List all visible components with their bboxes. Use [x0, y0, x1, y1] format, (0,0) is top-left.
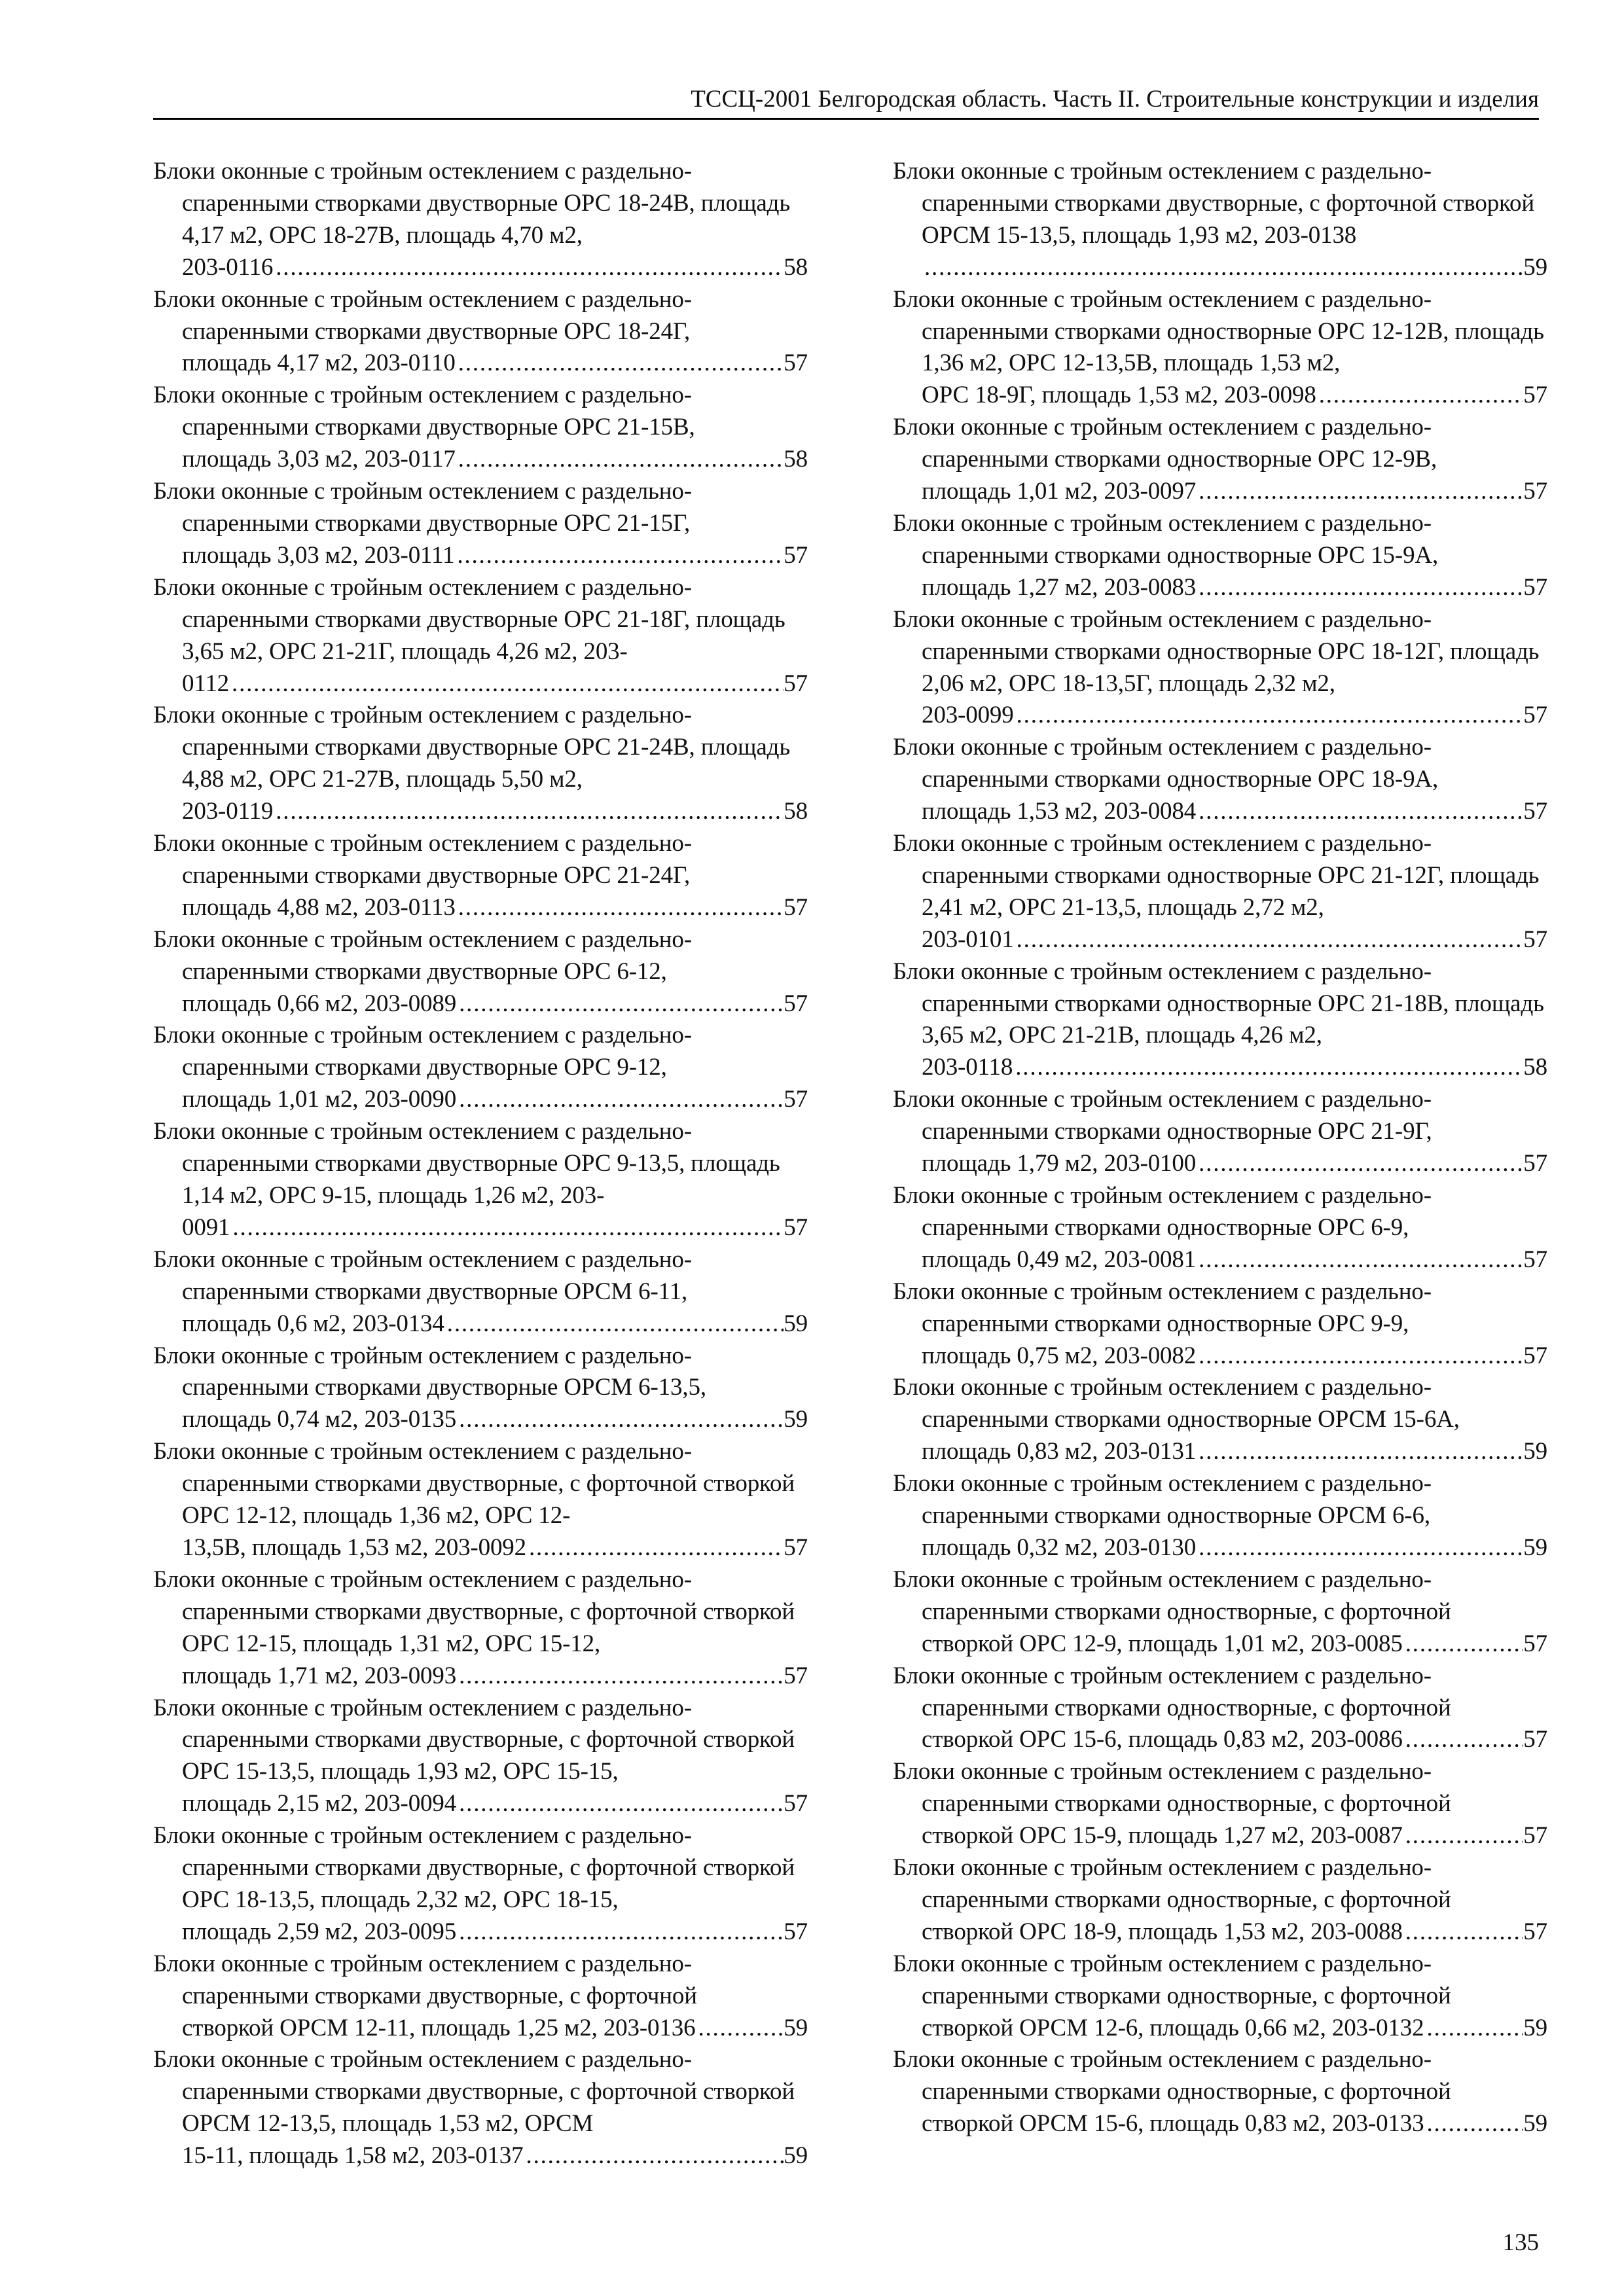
dot-leader [456, 444, 784, 476]
entry-text-line: площадь 1,71 м2, 203-0093 [182, 1662, 457, 1689]
dot-leader [456, 892, 784, 924]
index-entry [153, 1564, 808, 1693]
entry-text-line: Блоки оконные с тройным остеклением с раздельно- [153, 1822, 692, 1850]
entry-last-line [922, 380, 1547, 412]
index-entry [153, 1020, 808, 1116]
running-header-title: ТССЦ-2001 Белгородская область. Часть II. Строительные конструкции и изделия [691, 86, 1539, 113]
dot-leader [524, 2140, 784, 2172]
index-entry [893, 1564, 1547, 1660]
entry-text-line: спаренными створками двустворные, с форточной [182, 1598, 697, 1625]
index-entry [893, 1660, 1547, 1757]
entry-text-line: створкой ОРС 15-6, площадь 0,83 м2, 203-0086 [922, 1726, 1403, 1753]
index-entry [893, 412, 1547, 508]
entry-text-line: ОРС 18-9Г, площадь 1,53 м2, 203-0098 [922, 382, 1316, 409]
entry-page-ref: 57 [1523, 702, 1547, 729]
entry-last-line [922, 252, 1547, 284]
entry-text-line: 15-11, площадь 1,58 м2, 203-0137 [182, 2142, 524, 2170]
entry-page-ref: 57 [784, 1662, 808, 1689]
entry-text-line: Блоки оконные с тройным остеклением с раздельно- [153, 382, 692, 409]
entry-text-line: створкой ОРС 15-13,5, площадь 1,93 м2, ОРС 15-15, [182, 1726, 795, 1785]
entry-text-line: спаренными створками двустворные ОРС 21-18Г, [182, 605, 691, 633]
entry-text-line: спаренными створками двустворные ОРС 18-24Г, [182, 317, 691, 345]
entry-text-line: спаренными створками двустворные, с форточной [182, 1470, 697, 1498]
entry-text-line: Блоки оконные с тройным остеклением с раздельно- [153, 2046, 692, 2073]
entry-text-line: спаренными створками двустворные, с форточной [182, 2078, 697, 2106]
index-entry [153, 284, 808, 380]
entry-text-line: спаренными створками двустворные ОРС 21-15В, [182, 414, 695, 441]
dot-leader [1014, 700, 1524, 732]
entry-last-line [922, 1148, 1547, 1180]
index-entry [153, 1436, 808, 1564]
entry-text-line: площадь 2,41 м2, ОРС 21-13,5, площадь 2,72 м2, [922, 861, 1540, 921]
entry-text-line: спаренными створками двустворные ОРС 21-24В, [182, 734, 695, 761]
entry-text-line: спаренными створками одностворные ОРС 15-9А, [922, 541, 1439, 569]
index-entry [893, 956, 1547, 1085]
entry-last-line [922, 1724, 1547, 1756]
entry-text-line: Блоки оконные с тройным остеклением с раздельно- [893, 605, 1432, 633]
entry-text-line: Блоки оконные с тройным остеклением с раздельно- [893, 1662, 1432, 1689]
entry-text-line: спаренными створками одностворные, с форточной [922, 1598, 1451, 1625]
dot-leader [1403, 1820, 1524, 1852]
entry-page-ref: 58 [784, 446, 808, 473]
entry-page-ref: 58 [784, 798, 808, 825]
entry-last-line [182, 988, 808, 1020]
entry-page-ref: 57 [784, 350, 808, 377]
entry-last-line [922, 1052, 1547, 1084]
entry-text-line: Блоки оконные с тройным остеклением с раздельно- [893, 1758, 1432, 1785]
entry-text-line: площадь 2,15 м2, 203-0094 [182, 1790, 457, 1818]
entry-text-line: Блоки оконные с тройным остеклением с раздельно- [153, 573, 692, 601]
index-entry [893, 1756, 1547, 1852]
entry-last-line [182, 892, 808, 924]
index-entry [153, 1693, 808, 1821]
index-entry [893, 284, 1547, 412]
index-column-left [153, 156, 808, 2172]
entry-page-ref: 57 [1523, 1342, 1547, 1369]
entry-page-ref: 57 [784, 1086, 808, 1113]
dot-leader [1424, 2108, 1523, 2140]
index-entry [893, 1948, 1547, 2045]
entry-page-ref: 57 [784, 893, 808, 921]
index-entry [153, 1948, 808, 2045]
entry-text-line: Блоки оконные с тройным остеклением с раздельно- [153, 702, 692, 729]
dot-leader [1196, 476, 1523, 508]
entry-last-line [182, 348, 808, 380]
entry-page-ref: 57 [1523, 1918, 1547, 1945]
entry-text-line: створкой ОРС 18-13,5, площадь 2,32 м2, ОРС 18-15, [182, 1854, 795, 1913]
dot-leader [1196, 1436, 1523, 1468]
entry-text-line: площадь 3,65 м2, ОРС 21-21Г, площадь 4,26 м2, 203- [182, 605, 785, 665]
entry-text-line: спаренными створками двустворные ОРСМ 6-11, [182, 1278, 688, 1305]
entry-text-line: спаренными створками одностворные ОРС 21-12Г, [922, 861, 1444, 889]
entry-text-line: площадь 0,66 м2, 203-0089 [182, 990, 457, 1017]
index-column-right [893, 156, 1547, 2140]
entry-page-ref: 59 [1523, 1534, 1547, 1561]
dot-leader [1196, 796, 1523, 828]
dot-leader [273, 252, 784, 284]
entry-text-line: створкой ОРС 18-9, площадь 1,53 м2, 203-0088 [922, 1918, 1403, 1945]
entry-text-line: Блоки оконные с тройным остеклением с раздельно- [893, 285, 1432, 313]
entry-text-line: спаренными створками двустворные, с форточной [182, 1982, 697, 2009]
entry-page-ref: 58 [784, 253, 808, 281]
entry-last-line [922, 1820, 1547, 1852]
entry-last-line [922, 1628, 1547, 1660]
entry-text-line: 203-0116 [182, 253, 274, 281]
index-entry [153, 1244, 808, 1340]
entry-text-line: спаренными створками двустворные ОРС 6-12, [182, 958, 667, 985]
entry-text-line: спаренными створками двустворные ОРС 21-15Г, [182, 509, 691, 537]
entry-last-line [922, 476, 1547, 508]
entry-page-ref: 58 [1523, 1054, 1547, 1081]
index-entry [153, 2044, 808, 2172]
entry-text-line: спаренными створками двустворные ОРС 21-24Г, [182, 861, 691, 889]
entry-text-line: Блоки оконные с тройным остеклением с раздельно- [893, 1470, 1432, 1498]
entry-text-line: 203-0101 [922, 925, 1014, 953]
entry-text-line: Блоки оконные с тройным остеклением с раздельно- [893, 158, 1432, 185]
dot-leader [230, 1212, 784, 1244]
index-entry [893, 156, 1547, 284]
running-header [153, 85, 1539, 120]
entry-last-line [922, 2013, 1547, 2045]
index-entry [893, 1468, 1547, 1564]
entry-text-line: спаренными створками одностворные ОРС 9-9, [922, 1310, 1409, 1337]
dot-leader [1196, 1148, 1523, 1180]
index-entry [893, 1276, 1547, 1372]
index-entry [893, 2044, 1547, 2140]
index-entry [153, 924, 808, 1020]
entry-page-ref: 59 [784, 1406, 808, 1433]
index-entry [893, 1180, 1547, 1276]
entry-text-line: 203-0119 [182, 798, 274, 825]
entry-page-ref: 57 [1523, 1630, 1547, 1657]
entry-text-line: спаренными створками одностворные ОРСМ 6-6, [922, 1502, 1430, 1530]
entry-page-ref: 57 [1523, 798, 1547, 825]
entry-text-line: площадь 4,17 м2, ОРС 18-27В, площадь 4,70 м2, [182, 189, 791, 249]
entry-page-ref: 57 [1523, 478, 1547, 505]
entry-text-line: площадь 1,36 м2, ОРС 12-13,5В, площадь 1,53 м2, [922, 317, 1544, 377]
index-entry [153, 1116, 808, 1244]
dot-leader [1196, 1532, 1523, 1564]
entry-text-line: площадь 0,83 м2, 203-0131 [922, 1438, 1197, 1465]
entry-text-line: Блоки оконные с тройным остеклением с раздельно- [153, 1438, 692, 1465]
entry-last-line [922, 2108, 1547, 2140]
entry-text-line: площадь 3,65 м2, ОРС 21-21В, площадь 4,26 м2, [922, 990, 1544, 1049]
entry-text-line: спаренными створками одностворные ОРС 21-18В, [922, 990, 1449, 1017]
entry-page-ref: 57 [784, 1213, 808, 1241]
dot-leader [1316, 380, 1524, 412]
entry-last-line [182, 1532, 808, 1564]
index-entry [153, 1340, 808, 1437]
entry-text-line: Блоки оконные с тройным остеклением с раздельно- [153, 1342, 692, 1369]
index-entry [893, 1084, 1547, 1180]
entry-text-line: спаренными створками одностворные, с форточной [922, 1694, 1451, 1721]
entry-page-ref: 57 [784, 1918, 808, 1945]
entry-text-line: спаренными створками двустворные ОРСМ 6-13,5, [182, 1374, 706, 1401]
entry-text-line: площадь 0,75 м2, 203-0082 [922, 1342, 1197, 1369]
entry-last-line [182, 1084, 808, 1116]
entry-last-line [182, 540, 808, 572]
entry-text-line: Блоки оконные с тройным остеклением с раздельно- [893, 1182, 1432, 1209]
entry-page-ref: 57 [784, 670, 808, 697]
entry-text-line: Блоки оконные с тройным остеклением с раздельно- [893, 958, 1432, 985]
entry-page-ref: 59 [1523, 253, 1547, 281]
entry-page-ref: 59 [784, 2014, 808, 2041]
index-entry [153, 700, 808, 828]
dot-leader [456, 1084, 784, 1116]
entry-text-line: площадь 4,17 м2, 203-0110 [182, 350, 456, 377]
entry-text-line: Блоки оконные с тройным остеклением с раздельно- [153, 925, 692, 953]
entry-text-line: площадь 0,32 м2, 203-0130 [922, 1534, 1197, 1561]
entry-text-line: площадь 0,49 м2, 203-0081 [922, 1246, 1197, 1273]
entry-text-line: Блоки оконные с тройным остеклением с раздельно- [893, 1566, 1432, 1593]
entry-text-line: створкой ОРС 12-15, площадь 1,31 м2, ОРС 15-12, [182, 1598, 795, 1657]
index-entry [153, 828, 808, 924]
dot-leader [456, 1788, 784, 1820]
dot-leader [456, 1916, 784, 1948]
entry-text-line: площадь 0,6 м2, 203-0134 [182, 1310, 444, 1337]
index-entry [893, 732, 1547, 828]
entry-text-line: спаренными створками одностворные ОРСМ 15-6А, [922, 1406, 1460, 1433]
entry-text-line: Блоки оконные с тройным остеклением с раздельно- [153, 158, 692, 185]
dot-leader [1403, 1724, 1524, 1756]
entry-text-line: спаренными створками двустворные ОРС 9-13,5, [182, 1150, 685, 1177]
entry-page-ref: 57 [784, 1790, 808, 1818]
entry-last-line [182, 252, 808, 284]
dot-leader [229, 668, 784, 700]
entry-page-ref: 57 [1523, 1150, 1547, 1177]
entry-text-line: Блоки оконные с тройным остеклением с раздельно- [153, 830, 692, 857]
dot-leader [456, 1404, 784, 1436]
index-entry [893, 604, 1547, 732]
entry-page-ref: 57 [1523, 1822, 1547, 1850]
entry-text-line: Блоки оконные с тройным остеклением с раздельно- [153, 285, 692, 313]
entry-last-line [922, 1532, 1547, 1564]
entry-last-line [182, 1212, 808, 1244]
entry-page-ref: 57 [1523, 573, 1547, 601]
entry-last-line [182, 668, 808, 700]
entry-text-line: Блоки оконные с тройным остеклением с раздельно- [893, 1278, 1432, 1305]
entry-page-ref: 59 [784, 2142, 808, 2170]
dot-leader [273, 796, 784, 828]
entry-text-line: створкой ОРСМ 12-6, площадь 0,66 м2, 203-0132 [922, 2014, 1424, 2041]
entry-last-line [182, 1788, 808, 1820]
entry-text-line: спаренными створками одностворные, с форточной [922, 1790, 1451, 1818]
entry-text-line: спаренными створками двустворные ОРС 9-12, [182, 1054, 667, 1081]
dot-leader [1424, 2013, 1523, 2045]
entry-page-ref: 57 [784, 541, 808, 569]
entry-text-line: площадь 1,27 м2, 203-0083 [922, 573, 1197, 601]
index-entry [893, 828, 1547, 956]
entry-last-line [182, 1916, 808, 1948]
entry-text-line: створкой ОРСМ 12-13,5, площадь 1,53 м2, ОРСМ [182, 2078, 795, 2138]
entry-text-line: Блоки оконные с тройным остеклением с раздельно- [893, 830, 1432, 857]
entry-page-ref: 57 [784, 1534, 808, 1561]
dot-leader [695, 2013, 784, 2045]
entry-last-line [922, 924, 1547, 956]
entry-last-line [182, 1308, 808, 1340]
entry-page-ref: 57 [1523, 1726, 1547, 1753]
dot-leader [922, 252, 1523, 284]
entry-text-line: Блоки оконные с тройным остеклением с раздельно- [153, 1118, 692, 1145]
entry-page-ref: 59 [1523, 2110, 1547, 2138]
index-entry [153, 476, 808, 572]
entry-page-ref: 59 [1523, 1438, 1547, 1465]
entry-last-line [922, 796, 1547, 828]
entry-text-line: Блоки оконные с тройным остеклением с раздельно- [153, 1566, 692, 1593]
entry-text-line: Блоки оконные с тройным остеклением с раздельно- [893, 509, 1432, 537]
entry-text-line: Блоки оконные с тройным остеклением с раздельно- [153, 1950, 692, 1977]
entry-text-line: площадь 4,88 м2, ОРС 21-27В, площадь 5,50 м2, [182, 734, 791, 793]
dot-leader [1014, 924, 1524, 956]
index-entry [893, 508, 1547, 604]
entry-text-line: площадь 0,74 м2, 203-0135 [182, 1406, 457, 1433]
entry-last-line [182, 2140, 808, 2172]
index-entry [893, 1852, 1547, 1948]
entry-page-ref: 59 [1523, 2014, 1547, 2041]
entry-text-line: 0112 [182, 670, 230, 697]
dot-leader [1013, 1052, 1523, 1084]
entry-text-line: Блоки оконные с тройным остеклением с раздельно- [893, 414, 1432, 441]
entry-last-line [182, 1404, 808, 1436]
entry-text-line: 203-0099 [922, 702, 1014, 729]
index-entry [893, 1372, 1547, 1468]
entry-text-line: створкой ОРСМ 15-6, площадь 0,83 м2, 203-0133 [922, 2110, 1424, 2138]
entry-text-line: площадь 1,14 м2, ОРС 9-15, площадь 1,26 м2, 203- [182, 1150, 780, 1209]
dot-leader [1403, 1628, 1524, 1660]
entry-text-line: спаренными створками двустворные, с форточной [182, 1854, 697, 1882]
entry-text-line: площадь 1,01 м2, 203-0090 [182, 1086, 457, 1113]
entry-text-line: спаренными створками одностворные, с форточной [922, 1886, 1451, 1913]
entry-text-line: площадь 1,53 м2, 203-0084 [922, 798, 1197, 825]
entry-text-line: Блоки оконные с тройным остеклением с раздельно- [153, 478, 692, 505]
entry-last-line [182, 444, 808, 476]
dot-leader [454, 540, 784, 572]
entry-text-line: спаренными створками одностворные ОРС 6-9, [922, 1213, 1409, 1241]
entry-text-line: 0091 [182, 1213, 230, 1241]
entry-page-ref: 57 [1523, 382, 1547, 409]
entry-text-line: спаренными створками одностворные, с форточной [922, 1982, 1451, 2009]
entry-text-line: Блоки оконные с тройным остеклением с раздельно- [893, 734, 1432, 761]
entry-text-line: Блоки оконные с тройным остеклением с раздельно- [893, 2046, 1432, 2073]
index-entry [153, 1820, 808, 1948]
entry-text-line: Блоки оконные с тройным остеклением с раздельно- [893, 1950, 1432, 1977]
entry-text-line: площадь 3,03 м2, 203-0111 [182, 541, 455, 569]
index-entry [153, 156, 808, 284]
entry-page-ref: 57 [784, 990, 808, 1017]
entry-text-line: Блоки оконные с тройным остеклением с раздельно- [153, 1246, 692, 1273]
dot-leader [456, 1660, 784, 1693]
entry-page-ref: 57 [1523, 925, 1547, 953]
entry-text-line: спаренными створками одностворные ОРС 21-9Г, [922, 1118, 1432, 1145]
entry-last-line [182, 796, 808, 828]
dot-leader [1403, 1916, 1524, 1948]
dot-leader [1196, 572, 1523, 604]
entry-text-line: спаренными створками одностворные ОРС 12-9В, [922, 446, 1437, 473]
entry-text-line: створкой ОРС 12-12, площадь 1,36 м2, ОРС 12- [182, 1470, 795, 1530]
entry-text-line: спаренными створками одностворные ОРС 18-9А, [922, 766, 1439, 793]
entry-last-line [922, 1244, 1547, 1276]
dot-leader [444, 1308, 784, 1340]
dot-leader [456, 988, 784, 1020]
entry-text-line: площадь 1,01 м2, 203-0097 [922, 478, 1197, 505]
dot-leader [456, 348, 784, 380]
entry-text-line: площадь 1,79 м2, 203-0100 [922, 1150, 1197, 1177]
entry-text-line: спаренными створками одностворные, с форточной [922, 2078, 1451, 2106]
entry-last-line [922, 1916, 1547, 1948]
entry-text-line: Блоки оконные с тройным остеклением с раздельно- [893, 1374, 1432, 1401]
index-entry [153, 572, 808, 700]
entry-text-line: площадь 2,59 м2, 203-0095 [182, 1918, 457, 1945]
entry-text-line: Блоки оконные с тройным остеклением с раздельно- [153, 1694, 692, 1721]
dot-leader [1196, 1340, 1523, 1372]
entry-text-line: створкой ОРСМ 12-11, площадь 1,25 м2, 203-0136 [182, 2014, 696, 2041]
entry-last-line [182, 1660, 808, 1693]
entry-text-line: Блоки оконные с тройным остеклением с раздельно- [153, 1022, 692, 1049]
entry-last-line [922, 572, 1547, 604]
entry-last-line [922, 1340, 1547, 1372]
entry-last-line [922, 1436, 1547, 1468]
entry-text-line: 13,5В, площадь 1,53 м2, 203-0092 [182, 1534, 526, 1561]
entry-text-line: спаренными створками двустворные, с форточной [922, 189, 1437, 217]
entry-text-line: спаренными створками двустворные, с форточной [182, 1726, 697, 1753]
entry-page-ref: 59 [784, 1310, 808, 1337]
entry-text-line: створкой ОРС 12-9, площадь 1,01 м2, 203-0085 [922, 1630, 1403, 1657]
entry-last-line [922, 700, 1547, 732]
entry-text-line: створкой ОРС 15-9, площадь 1,27 м2, 203-0087 [922, 1822, 1403, 1850]
entry-text-line: 203-0118 [922, 1054, 1013, 1081]
entry-last-line [182, 2013, 808, 2045]
entry-text-line: спаренными створками одностворные ОРС 12-12В, [922, 317, 1449, 345]
dot-leader [526, 1532, 784, 1564]
entry-text-line: площадь 3,03 м2, 203-0117 [182, 446, 456, 473]
entry-text-line: площадь 4,88 м2, 203-0113 [182, 893, 456, 921]
entry-text-line: спаренными створками одностворные ОРС 18-12Г, [922, 637, 1444, 665]
index-entry [153, 380, 808, 476]
entry-text-line: Блоки оконные с тройным остеклением с раздельно- [893, 1086, 1432, 1113]
dot-leader [1196, 1244, 1523, 1276]
entry-text-line: Блоки оконные с тройным остеклением с раздельно- [893, 1854, 1432, 1882]
entry-page-ref: 57 [1523, 1246, 1547, 1273]
entry-text-line: площадь 2,06 м2, ОРС 18-13,5Г, площадь 2,32 м2, [922, 637, 1540, 697]
entry-text-line: створкой ОРСМ 15-13,5, площадь 1,93 м2, 203-0138 [922, 189, 1534, 249]
page-number: 135 [1502, 2229, 1539, 2256]
entry-text-line: спаренными створками двустворные ОРС 18-24В, [182, 189, 695, 217]
